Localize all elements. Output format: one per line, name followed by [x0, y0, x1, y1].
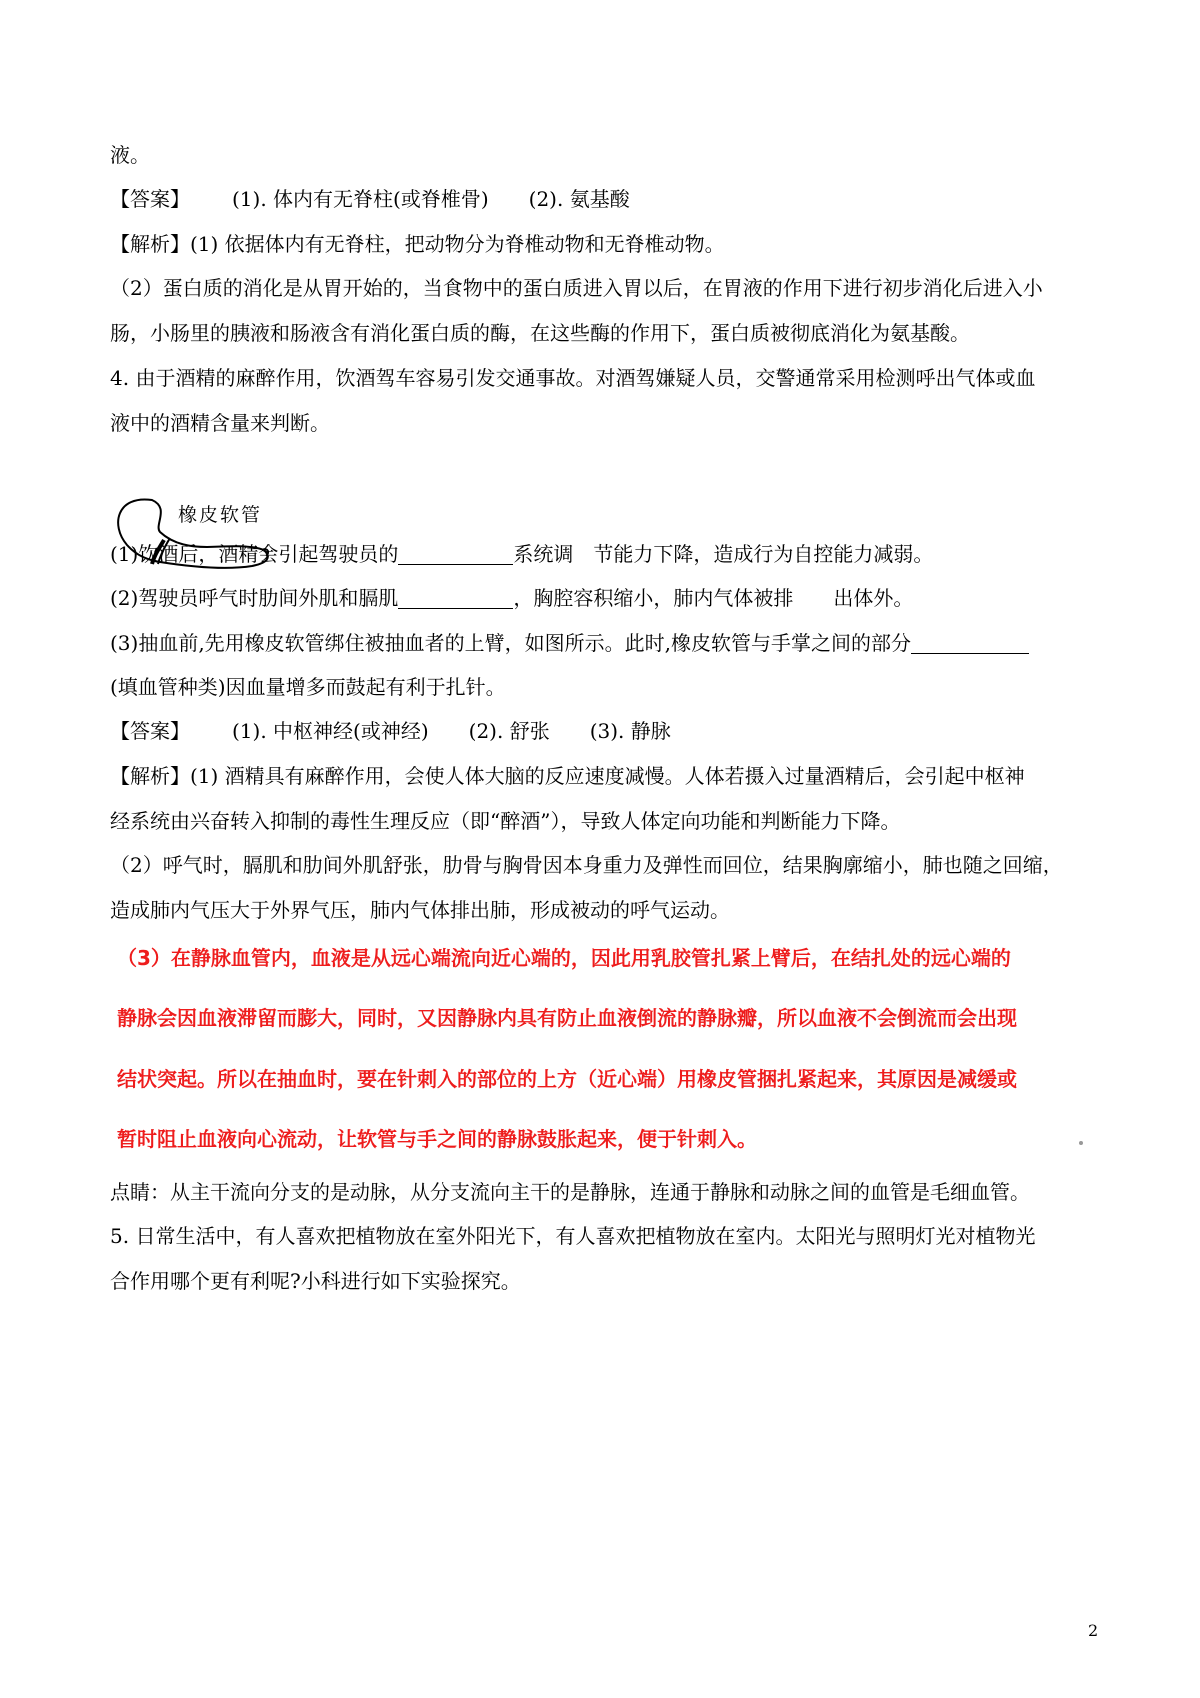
question-text: 系统调 — [513, 542, 574, 566]
highlighted-explanation-line: 结状突起。所以在抽血时，要在针刺入的部位的上方（近心端）用橡皮管捆扎紧起来，其原因是减缓或 — [117, 1067, 1017, 1091]
question-line: (填血管种类)因血量增多而鼓起有利于扎针。 — [110, 675, 506, 699]
answer-line — [110, 184, 630, 214]
question-line — [110, 539, 933, 569]
answer-item: (2). 舒张 — [468, 719, 550, 743]
answer-item: (3). 静脉 — [589, 719, 671, 743]
question-text: 节能力下降，造成行为自控能力减弱。 — [593, 542, 934, 566]
question-text: (2)驾驶员呼气时肋间外肌和膈肌 — [110, 586, 399, 610]
question-text: 出体外。 — [833, 586, 914, 610]
question-line: 合作用哪个更有利呢?小科进行如下实验探究。 — [110, 1269, 521, 1293]
text-line: 【解析】(1) 依据体内有无脊柱，把动物分为脊椎动物和无脊椎动物。 — [110, 232, 725, 256]
question-text: (1)饮酒后，酒精会引起驾驶员的 — [110, 542, 399, 566]
highlighted-explanation-line: 静脉会因血液滞留而膨大，同时，又因静脉内具有防止血液倒流的静脉瓣，所以血液不会倒流而会出现 — [117, 1006, 1017, 1030]
text-line: 液。 — [110, 143, 150, 167]
text-line: 【解析】(1) 酒精具有麻醉作用，会使人体大脑的反应速度减慢。人体若摄入过量酒精后，会引起中枢神 — [110, 764, 1025, 788]
answer-line — [110, 716, 671, 746]
answer-item: (1). 中枢神经(或神经) — [232, 719, 429, 743]
highlighted-explanation-line: 暂时阻止血液向心流动，让软管与手之间的静脉鼓胀起来，便于针刺入。 — [117, 1127, 757, 1151]
question-line — [110, 628, 1029, 658]
question-line: 液中的酒精含量来判断。 — [110, 411, 330, 435]
answer-label: 【答案】 — [110, 187, 190, 211]
tip-line: 点睛：从主干流向分支的是动脉，从分支流向主干的是静脉，连通于静脉和动脉之间的血管是毛细血管。 — [110, 1180, 1030, 1204]
question-text: (3)抽血前,先用橡皮软管绑住被抽血者的上臂，如图所示。此时,橡皮软管与手掌之间的部分 — [110, 631, 912, 655]
answer-item: (1). 体内有无脊柱(或脊椎骨) — [232, 187, 489, 211]
page-number: 2 — [1088, 1621, 1099, 1640]
text-line: 肠，小肠里的胰液和肠液含有消化蛋白质的酶，在这些酶的作用下，蛋白质被彻底消化为氨基酸。 — [110, 321, 970, 345]
question-line: 5. 日常生活中，有人喜欢把植物放在室外阳光下，有人喜欢把植物放在室内。太阳光与照明灯光对植物光 — [110, 1224, 1036, 1248]
question-line — [110, 583, 913, 613]
question-text: ，胸腔容积缩小，肺内气体被排 — [513, 586, 794, 610]
text-line: 造成肺内气压大于外界气压，肺内气体排出肺，形成被动的呼气运动。 — [110, 898, 730, 922]
highlighted-explanation-line: （3）在静脉血管内，血液是从远心端流向近心端的，因此用乳胶管扎紧上臂后，在结扎处的远心端的 — [117, 946, 1011, 970]
text-line: （2）蛋白质的消化是从胃开始的，当食物中的蛋白质进入胃以后，在胃液的作用下进行初步消化后进入小 — [110, 276, 1043, 300]
answer-label: 【答案】 — [110, 719, 190, 743]
answer-blank — [398, 544, 513, 565]
answer-blank — [398, 588, 513, 609]
text-line: 经系统由兴奋转入抑制的毒性生理反应（即“醉酒”），导致人体定向功能和判断能力下降。 — [110, 809, 901, 833]
text-line: （2）呼气时，膈肌和肋间外肌舒张，肋骨与胸骨因本身重力及弹性而回位，结果胸廓缩小，肺也随之回缩， — [110, 853, 1063, 877]
figure-label: 橡皮软管 — [178, 504, 263, 526]
answer-item: (2). 氨基酸 — [528, 187, 630, 211]
question-line: 4. 由于酒精的麻醉作用，饮酒驾车容易引发交通事故。对酒驾嫌疑人员，交警通常采用检测呼出气体或血 — [110, 366, 1036, 390]
scan-speck — [1079, 1141, 1083, 1145]
answer-blank — [911, 633, 1029, 654]
